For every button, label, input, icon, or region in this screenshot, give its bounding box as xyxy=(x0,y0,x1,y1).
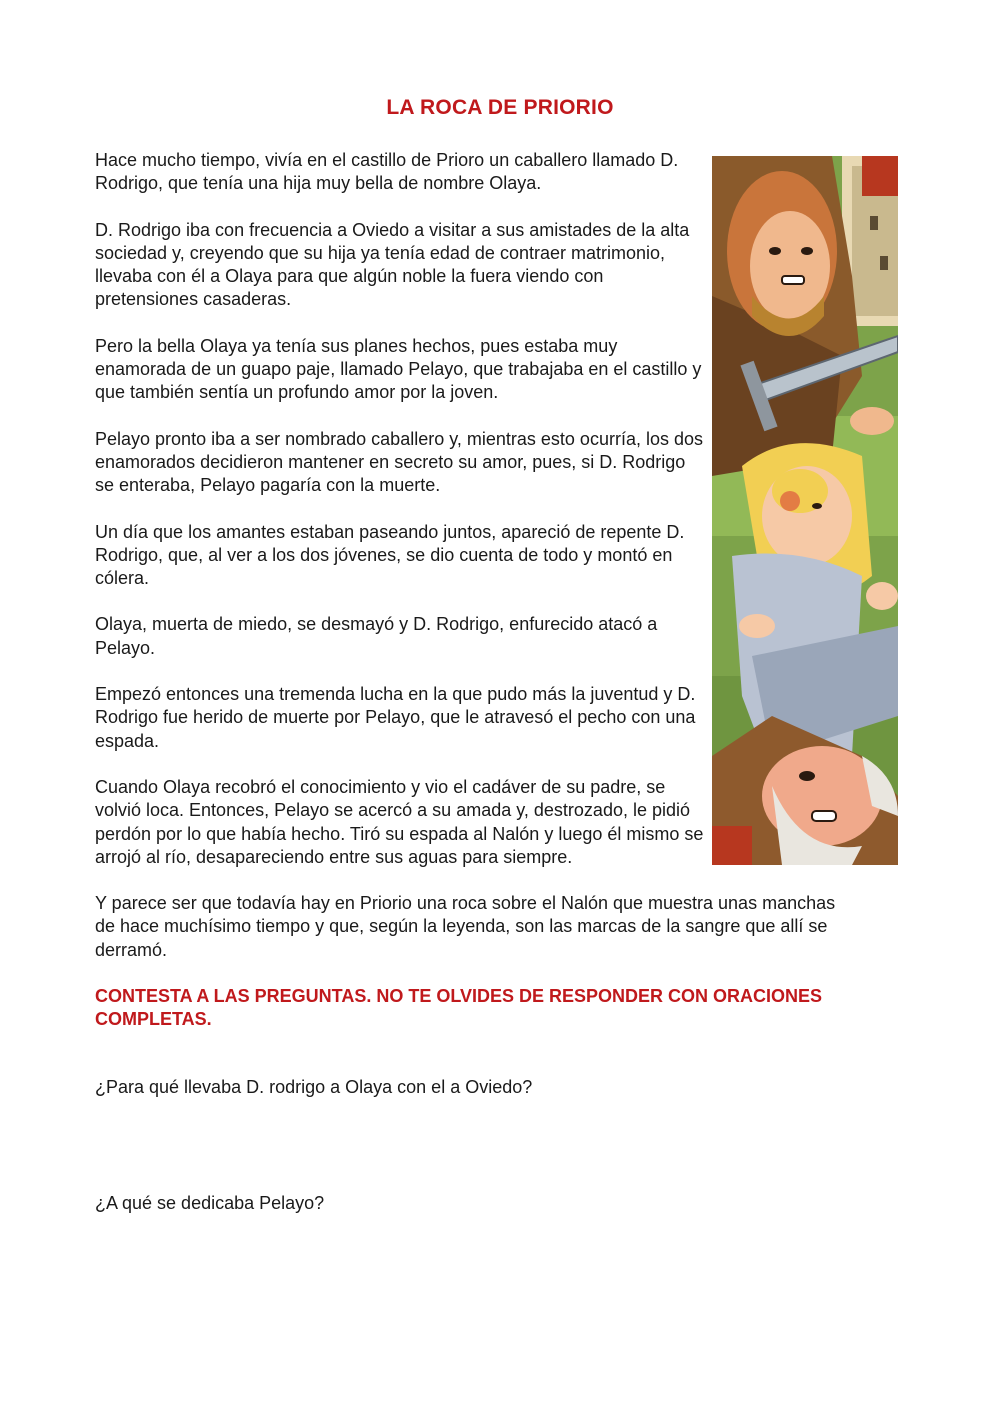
story-paragraph: Y parece ser que todavía hay en Priorio una roca sobre el Nalón que muestra unas manchas de hace muchísimo tiempo y que, según la leyenda, son las marcas de la sangre que allí se derramó. xyxy=(95,893,836,960)
question-1: ¿Para qué llevaba D. rodrigo a Olaya con el a Oviedo? xyxy=(95,1077,533,1097)
story-paragraph: Empezó entonces una tremenda lucha en la que pudo más la juventud y D. Rodrigo fue herido de muerte por Pelayo, que le atravesó el pecho con una espada. xyxy=(95,684,696,751)
page-title: LA ROCA DE PRIORIO xyxy=(386,96,614,119)
story-paragraph: Cuando Olaya recobró el conocimiento y vio el cadáver de su padre, se volvió loca. Entonces, Pelayo se acercó a su amada y, destrozado, le pidió perdón por lo que había hecho. Tiró su espada al Nalón y luego él mismo se arrojó al río, desapareciendo entre sus aguas para siempre. xyxy=(95,776,704,867)
answer-field-2[interactable] xyxy=(95,1226,840,1286)
story-paragraph: Pelayo pronto iba a ser nombrado caballero y, mientras esto ocurría, los dos enamorados decidieron mantener en secreto su amor, pues, si D. Rodrigo se enteraba, Pelayo pagaría con la muerte. xyxy=(95,428,703,496)
story-illustration xyxy=(712,156,898,865)
story-text xyxy=(95,149,836,1055)
story-paragraph: Un día que los amantes estaban paseando juntos, apareció de repente D. Rodrigo, que, al ver a los dos jóvenes, se dio cuenta de todo y montó en cólera. xyxy=(95,521,685,589)
question-2: ¿A qué se dedicaba Pelayo? xyxy=(95,1193,325,1213)
story-paragraph: Pero la bella Olaya ya tenía sus planes hechos, pues estaba muy enamorada de un guapo paje, llamado Pelayo, que trabajaba en el castillo y que también sentía un profundo amor por la joven. xyxy=(95,335,702,403)
story-paragraph: Olaya, muerta de miedo, se desmayó y D. Rodrigo, enfurecido atacó a Pelayo. xyxy=(95,614,658,658)
story-paragraph: Hace mucho tiempo, vivía en el castillo de Prioro un caballero llamado D. Rodrigo, que tenía una hija muy bella de nombre Olaya. xyxy=(95,150,679,194)
answer-field-1[interactable] xyxy=(95,1110,840,1170)
instructions-heading: CONTESTA A LAS PREGUNTAS. NO TE OLVIDES DE RESPONDER CON ORACIONES COMPLETAS. xyxy=(95,986,823,1030)
story-paragraph: D. Rodrigo iba con frecuencia a Oviedo a visitar a sus amistades de la alta sociedad y, creyendo que su hija ya tenía edad de contraer matrimonio, llevaba con él a Olaya para que algún noble la fuera viendo con pretensiones casaderas. xyxy=(95,219,690,310)
